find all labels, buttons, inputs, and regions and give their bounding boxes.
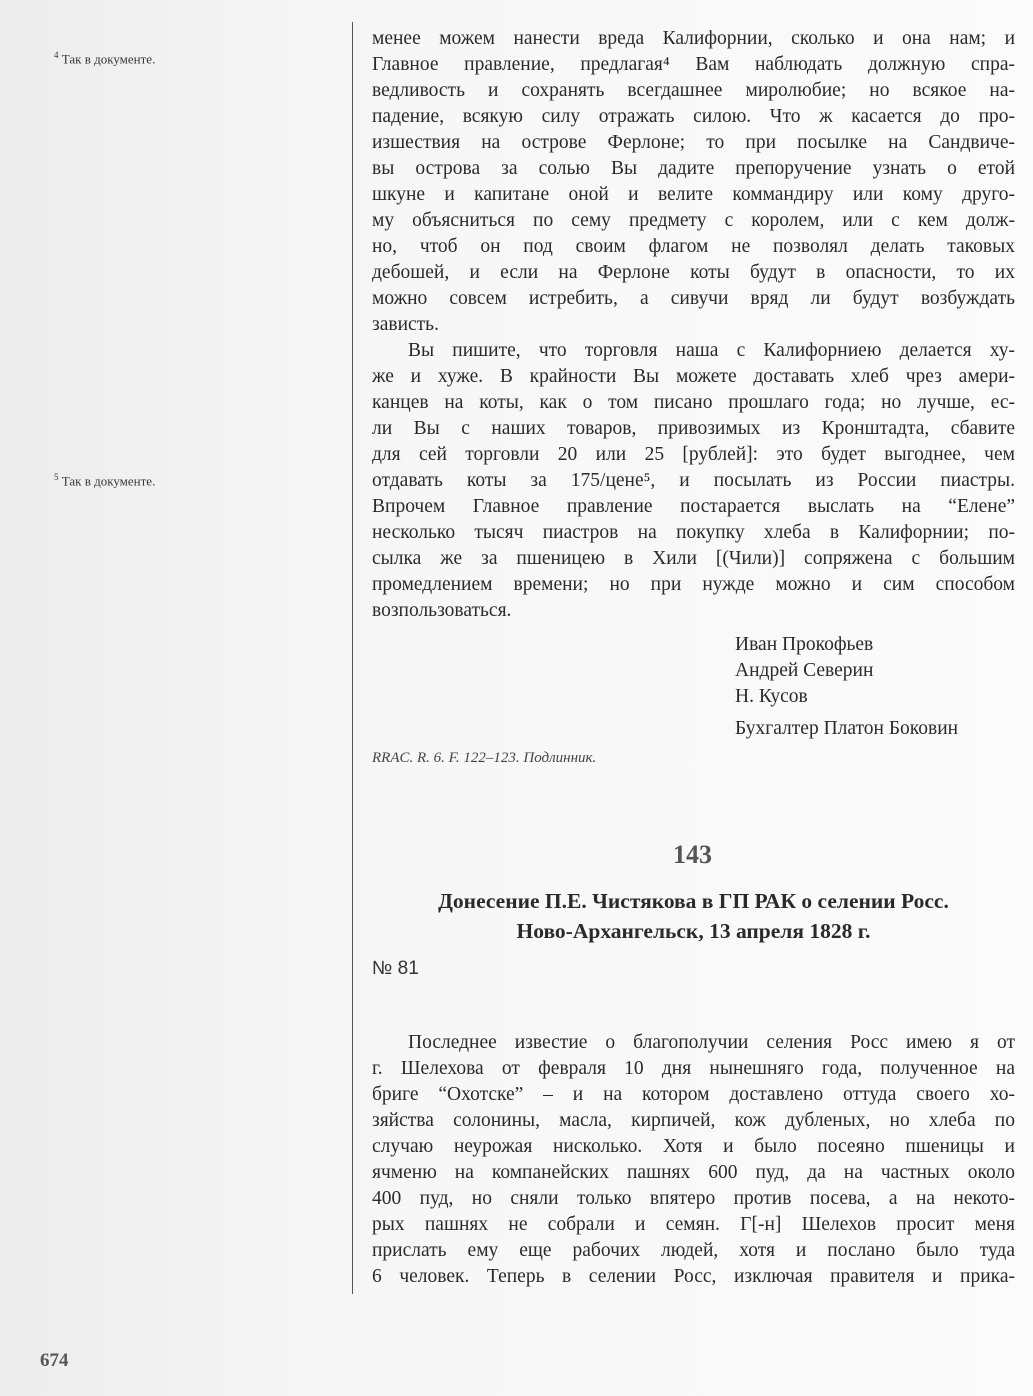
text-line: промедлением времени; но при нужде можно и сим способом bbox=[372, 574, 1015, 595]
document-title bbox=[372, 886, 1015, 946]
footnote-5 bbox=[54, 472, 155, 489]
text-line: изшествия на острове Ферлоне; то при посылке на Сандвиче- bbox=[372, 132, 1015, 153]
text-line: случаю неурожая нисколько. Хотя и было посеяно пшеницы и bbox=[372, 1136, 1015, 1157]
page-number: 674 bbox=[40, 1350, 69, 1371]
text-line: му объясниться по сему предмету с королем, или с кем долж- bbox=[372, 210, 1015, 231]
text-line: г. Шелехова от февраля 10 дня нынешняго года, полученное на bbox=[372, 1058, 1015, 1079]
signature: Иван Прокофьев bbox=[735, 634, 874, 655]
title-line: Ново-Архангельск, 13 апреля 1828 г. bbox=[516, 919, 871, 943]
signature: Андрей Северин bbox=[735, 660, 874, 681]
text-line: несколько тысяч пиастров на покупку хлеба в Калифорнии; по- bbox=[372, 522, 1015, 543]
text-line: прислать ему еще рабочих людей, хотя и послано было туда bbox=[372, 1240, 1015, 1261]
signature: Бухгалтер Платон Боковин bbox=[735, 718, 959, 739]
text-line: для сей торговли 20 или 25 [рублей]: это будет выгоднее, чем bbox=[372, 444, 1015, 465]
footnote-text: Так в документе. bbox=[61, 473, 156, 489]
text-line: 400 пуд, но сняли только впятеро против посева, а на некото- bbox=[372, 1188, 1015, 1209]
text-line: вы острова за солью Вы дадите препоручение узнать о етой bbox=[372, 158, 1015, 179]
text-line: сылка же за пшеницею в Хили [(Чили)] сопряжена с большим bbox=[372, 548, 1015, 569]
text-line: 6 человек. Теперь в селении Росс, изключая правителя и прика- bbox=[372, 1266, 1015, 1287]
footnote-4 bbox=[54, 50, 155, 67]
footnote-text: Так в документе. bbox=[61, 51, 156, 67]
text-line: зяйства солонины, масла, кирпичей, кож дубленых, но хлеба по bbox=[372, 1110, 1015, 1131]
footnote-mark: 5 bbox=[54, 472, 59, 482]
paragraph-2 bbox=[372, 338, 1015, 624]
paragraph-1 bbox=[372, 26, 1015, 338]
text-line: зависть. bbox=[372, 314, 439, 335]
text-line: ячменю на компанейских пашнях 600 пуд, да на частных около bbox=[372, 1162, 1015, 1183]
title-line: Донесение П.Е. Чистякова в ГП РАК о селении Росс. bbox=[438, 889, 949, 913]
text-line: бриге “Охотске” – и на котором доставлено оттуда своего хо- bbox=[372, 1084, 1015, 1105]
text-line: ли Вы с наших товаров, привозимых из Кронштадта, сбавите bbox=[372, 418, 1015, 439]
text-line: канцев на коты, как о том писано прошлаго года; но лучше, ес- bbox=[372, 392, 1015, 413]
footnote-mark: 4 bbox=[54, 50, 59, 60]
text-line: Впрочем Главное правление постарается выслать на “Елене” bbox=[372, 496, 1015, 517]
signature-list bbox=[735, 632, 958, 742]
text-line: отдавать коты за 175/цене⁵, и посылать из России пиастры. bbox=[372, 470, 1015, 491]
text-line: Главное правление, предлагая⁴ Вам наблюдать должную спра- bbox=[372, 54, 1015, 75]
text-line: падение, всякую силу отражать силою. Что ж касается до про- bbox=[372, 106, 1015, 127]
document-number: 143 bbox=[673, 840, 712, 869]
text-line: же и хуже. В крайности Вы можете доставать хлеб чрез амери- bbox=[372, 366, 1015, 387]
text-line: возпользоваться. bbox=[372, 600, 512, 621]
signature: Н. Кусов bbox=[735, 686, 808, 707]
text-line: рых пашнях не собрали и семян. Г[-н] Шелехов просит меня bbox=[372, 1214, 1015, 1235]
text-line: но, чтоб он под своим флагом не позволял делать таковых bbox=[372, 236, 1015, 257]
text-line: менее можем нанести вреда Калифорнии, сколько и она нам; и bbox=[372, 28, 1015, 49]
text-line: шкуне и капитане оной и велите коммандиру или кому друго- bbox=[372, 184, 1015, 205]
text-line: Вы пишите, что торговля наша с Калифорниею делается ху- bbox=[408, 340, 1015, 361]
text-line: ведливость и сохранять всегдашнее миролюбие; но всякое на- bbox=[372, 80, 1015, 101]
text-line: можно совсем истребить, а сивучи вряд ли будут возбуждать bbox=[372, 288, 1015, 309]
paragraph-3 bbox=[372, 1030, 1015, 1290]
text-line: Последнее известие о благополучии селения Росс имею я от bbox=[408, 1032, 1015, 1053]
column-divider bbox=[352, 22, 353, 1294]
text-line: дебошей, и если на Ферлоне коты будут в опасности, то их bbox=[372, 262, 1015, 283]
reference-number: № 81 bbox=[372, 958, 419, 979]
source-reference: RRAC. R. 6. F. 122–123. Подлинник. bbox=[372, 750, 597, 766]
